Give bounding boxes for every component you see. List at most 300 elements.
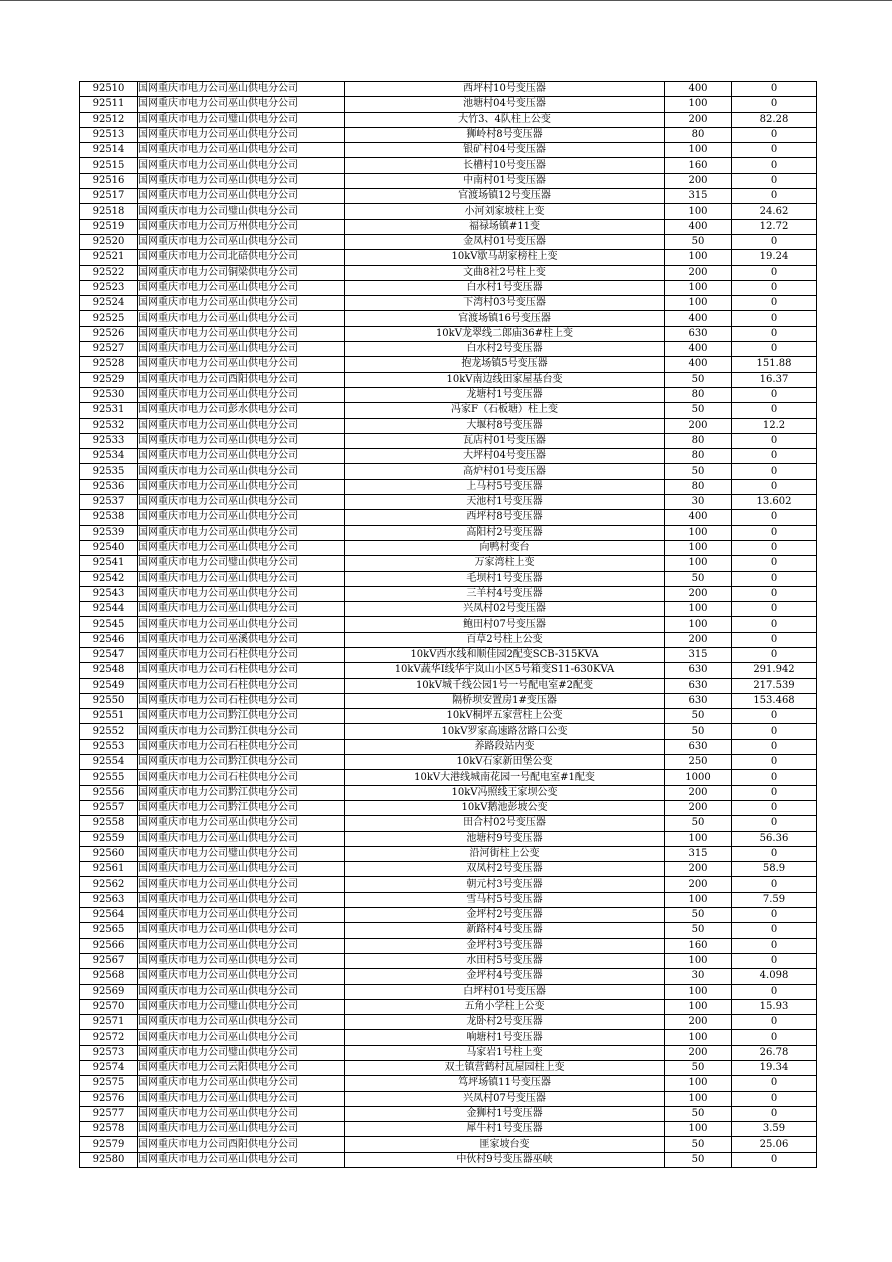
company-cell: 国网重庆市电力公司巫山供电分公司 (138, 189, 345, 204)
row-id-cell: 92533 (80, 433, 138, 448)
transformer-name-cell: 兴凤村07号变压器 (345, 1091, 665, 1106)
transformer-name-cell: 10kV南边线田家屋基台变 (345, 372, 665, 387)
company-cell: 国网重庆市电力公司石柱供电分公司 (138, 770, 345, 785)
transformer-name-cell: 10kV桐坪五家营柱上公变 (345, 709, 665, 724)
row-id-cell: 92567 (80, 953, 138, 968)
table-row (80, 938, 817, 953)
company-cell: 国网重庆市电力公司巫山供电分公司 (138, 877, 345, 892)
company-cell: 国网重庆市电力公司巫山供电分公司 (138, 1152, 345, 1167)
row-id-cell: 92544 (80, 602, 138, 617)
capacity-cell: 100 (665, 1091, 732, 1106)
table-row (80, 877, 817, 892)
capacity-cell: 400 (665, 219, 732, 234)
capacity-cell: 630 (665, 693, 732, 708)
table-row (80, 969, 817, 984)
value-cell: 0 (732, 755, 817, 770)
table-row (80, 418, 817, 433)
transformer-name-cell: 10kV冯照线王家坝公变 (345, 785, 665, 800)
capacity-cell: 630 (665, 326, 732, 341)
capacity-cell: 50 (665, 1137, 732, 1152)
transformer-name-cell: 三羊村4号变压器 (345, 586, 665, 601)
capacity-cell: 400 (665, 357, 732, 372)
transformer-name-cell: 金坪村3号变压器 (345, 938, 665, 953)
transformer-name-cell: 鲍田村07号变压器 (345, 617, 665, 632)
company-cell: 国网重庆市电力公司巫山供电分公司 (138, 816, 345, 831)
value-cell: 0 (732, 265, 817, 280)
company-cell: 国网重庆市电力公司黔江供电分公司 (138, 785, 345, 800)
transformer-name-cell: 抱龙场镇5号变压器 (345, 357, 665, 372)
table-row (80, 250, 817, 265)
value-cell: 217.539 (732, 678, 817, 693)
row-id-cell: 92566 (80, 938, 138, 953)
transformer-name-cell: 10kV龙翠线二郎庙36#柱上变 (345, 326, 665, 341)
capacity-cell: 100 (665, 831, 732, 846)
transformer-name-cell: 10kV歇马胡家榜柱上变 (345, 250, 665, 265)
transformer-name-cell: 长槽村10号变压器 (345, 158, 665, 173)
company-cell: 国网重庆市电力公司北碚供电分公司 (138, 250, 345, 265)
value-cell: 0 (732, 280, 817, 295)
value-cell: 0 (732, 173, 817, 188)
company-cell: 国网重庆市电力公司铜梁供电分公司 (138, 265, 345, 280)
table-row (80, 755, 817, 770)
row-id-cell: 92568 (80, 969, 138, 984)
value-cell: 0 (732, 1015, 817, 1030)
row-id-cell: 92556 (80, 785, 138, 800)
table-row (80, 449, 817, 464)
table-row (80, 97, 817, 112)
capacity-cell: 100 (665, 556, 732, 571)
row-id-cell: 92579 (80, 1137, 138, 1152)
row-id-cell: 92530 (80, 387, 138, 402)
row-id-cell: 92534 (80, 449, 138, 464)
transformer-name-cell: 西坪村8号变压器 (345, 510, 665, 525)
capacity-cell: 400 (665, 311, 732, 326)
row-id-cell: 92547 (80, 647, 138, 662)
capacity-cell: 200 (665, 632, 732, 647)
transformer-name-cell: 白坪村01号变压器 (345, 984, 665, 999)
company-cell: 国网重庆市电力公司巫山供电分公司 (138, 97, 345, 112)
company-cell: 国网重庆市电力公司万州供电分公司 (138, 219, 345, 234)
company-cell: 国网重庆市电力公司巫山供电分公司 (138, 984, 345, 999)
row-id-cell: 92570 (80, 999, 138, 1014)
company-cell: 国网重庆市电力公司云阳供电分公司 (138, 1061, 345, 1076)
transformer-name-cell: 金凤村01号变压器 (345, 234, 665, 249)
table-row (80, 663, 817, 678)
company-cell: 国网重庆市电力公司巫山供电分公司 (138, 892, 345, 907)
capacity-cell: 400 (665, 82, 732, 97)
table-row (80, 678, 817, 693)
row-id-cell: 92522 (80, 265, 138, 280)
company-cell: 国网重庆市电力公司石柱供电分公司 (138, 678, 345, 693)
transformer-name-cell: 龙塘村1号变压器 (345, 387, 665, 402)
value-cell: 26.78 (732, 1045, 817, 1060)
table-row (80, 82, 817, 97)
row-id-cell: 92553 (80, 739, 138, 754)
row-id-cell: 92578 (80, 1122, 138, 1137)
company-cell: 国网重庆市电力公司巫山供电分公司 (138, 464, 345, 479)
table-row (80, 693, 817, 708)
capacity-cell: 100 (665, 296, 732, 311)
table-row (80, 1045, 817, 1060)
row-id-cell: 92560 (80, 846, 138, 861)
table-row (80, 372, 817, 387)
capacity-cell: 50 (665, 1061, 732, 1076)
capacity-cell: 200 (665, 862, 732, 877)
capacity-cell: 50 (665, 1106, 732, 1121)
row-id-cell: 92575 (80, 1076, 138, 1091)
capacity-cell: 100 (665, 280, 732, 295)
transformer-name-cell: 高阳村2号变压器 (345, 525, 665, 540)
company-cell: 国网重庆市电力公司巫山供电分公司 (138, 143, 345, 158)
table-row (80, 999, 817, 1014)
company-cell: 国网重庆市电力公司彭水供电分公司 (138, 403, 345, 418)
transformer-name-cell: 金坪村4号变压器 (345, 969, 665, 984)
transformer-name-cell: 隔桥坝安置房1#变压器 (345, 693, 665, 708)
row-id-cell: 92551 (80, 709, 138, 724)
value-cell: 0 (732, 234, 817, 249)
table-row (80, 846, 817, 861)
company-cell: 国网重庆市电力公司巫山供电分公司 (138, 449, 345, 464)
transformer-name-cell: 双土镇营鹤村瓦屋园柱上变 (345, 1061, 665, 1076)
company-cell: 国网重庆市电力公司巫山供电分公司 (138, 357, 345, 372)
row-id-cell: 92524 (80, 296, 138, 311)
capacity-cell: 50 (665, 372, 732, 387)
transformer-name-cell: 大竹3、4队柱上公变 (345, 112, 665, 127)
value-cell: 0 (732, 647, 817, 662)
value-cell: 0 (732, 326, 817, 341)
transformer-name-cell: 毛坝村1号变压器 (345, 571, 665, 586)
value-cell: 0 (732, 617, 817, 632)
table-row (80, 785, 817, 800)
row-id-cell: 92569 (80, 984, 138, 999)
table-row (80, 1122, 817, 1137)
row-id-cell: 92549 (80, 678, 138, 693)
capacity-cell: 100 (665, 999, 732, 1014)
value-cell: 0 (732, 433, 817, 448)
table-row (80, 602, 817, 617)
company-cell: 国网重庆市电力公司巫山供电分公司 (138, 923, 345, 938)
capacity-cell: 400 (665, 342, 732, 357)
value-cell: 0 (732, 1030, 817, 1045)
table-row (80, 647, 817, 662)
table-row (80, 112, 817, 127)
value-cell: 0 (732, 632, 817, 647)
capacity-cell: 200 (665, 586, 732, 601)
table-row (80, 1091, 817, 1106)
table-row (80, 908, 817, 923)
company-cell: 国网重庆市电力公司巫山供电分公司 (138, 173, 345, 188)
table-row (80, 189, 817, 204)
capacity-cell: 80 (665, 433, 732, 448)
capacity-cell: 630 (665, 663, 732, 678)
row-id-cell: 92555 (80, 770, 138, 785)
company-cell: 国网重庆市电力公司巫山供电分公司 (138, 311, 345, 326)
transformer-name-cell: 狮岭村8号变压器 (345, 127, 665, 142)
company-cell: 国网重庆市电力公司石柱供电分公司 (138, 693, 345, 708)
transformer-name-cell: 上马村5号变压器 (345, 479, 665, 494)
value-cell: 153.468 (732, 693, 817, 708)
row-id-cell: 92574 (80, 1061, 138, 1076)
capacity-cell: 100 (665, 143, 732, 158)
company-cell: 国网重庆市电力公司巫山供电分公司 (138, 1106, 345, 1121)
table-row (80, 433, 817, 448)
row-id-cell: 92511 (80, 97, 138, 112)
company-cell: 国网重庆市电力公司石柱供电分公司 (138, 663, 345, 678)
row-id-cell: 92520 (80, 234, 138, 249)
row-id-cell: 92545 (80, 617, 138, 632)
transformer-name-cell: 朝元村3号变压器 (345, 877, 665, 892)
table-row (80, 219, 817, 234)
table-row (80, 495, 817, 510)
company-cell: 国网重庆市电力公司巫山供电分公司 (138, 1076, 345, 1091)
table-row (80, 770, 817, 785)
table-row (80, 479, 817, 494)
table-row (80, 739, 817, 754)
company-cell: 国网重庆市电力公司酉阳供电分公司 (138, 372, 345, 387)
value-cell: 24.62 (732, 204, 817, 219)
table-row (80, 326, 817, 341)
transformer-name-cell: 高炉村01号变压器 (345, 464, 665, 479)
row-id-cell: 92557 (80, 800, 138, 815)
table-row (80, 204, 817, 219)
value-cell: 56.36 (732, 831, 817, 846)
row-id-cell: 92552 (80, 724, 138, 739)
transformer-name-cell: 匪家坡台变 (345, 1137, 665, 1152)
value-cell: 0 (732, 82, 817, 97)
table-row (80, 923, 817, 938)
transformer-name-cell: 福禄场镇#11变 (345, 219, 665, 234)
row-id-cell: 92535 (80, 464, 138, 479)
page-top-rule (0, 0, 892, 1)
row-id-cell: 92558 (80, 816, 138, 831)
transformer-name-cell: 百草2号柱上公变 (345, 632, 665, 647)
table-row (80, 127, 817, 142)
capacity-cell: 100 (665, 1122, 732, 1137)
transformer-name-cell: 瓦店村01号变压器 (345, 433, 665, 448)
transformer-name-cell: 兴凤村02号变压器 (345, 602, 665, 617)
value-cell: 0 (732, 770, 817, 785)
capacity-cell: 50 (665, 464, 732, 479)
company-cell: 国网重庆市电力公司巫山供电分公司 (138, 540, 345, 555)
capacity-cell: 100 (665, 97, 732, 112)
transformer-name-cell: 10kV城千线公园1号一号配电室#2配变 (345, 678, 665, 693)
value-cell: 0 (732, 127, 817, 142)
table-row (80, 525, 817, 540)
row-id-cell: 92518 (80, 204, 138, 219)
transformer-name-cell: 中伙村9号变压器巫峡 (345, 1152, 665, 1167)
capacity-cell: 50 (665, 234, 732, 249)
company-cell: 国网重庆市电力公司巫山供电分公司 (138, 433, 345, 448)
transformer-name-cell: 10kV大港线城南花园一号配电室#1配变 (345, 770, 665, 785)
capacity-cell: 80 (665, 449, 732, 464)
transformer-name-cell: 10kV石家新田堡公变 (345, 755, 665, 770)
value-cell: 0 (732, 586, 817, 601)
capacity-cell: 50 (665, 571, 732, 586)
transformer-name-cell: 犀牛村1号变压器 (345, 1122, 665, 1137)
company-cell: 国网重庆市电力公司巫山供电分公司 (138, 479, 345, 494)
company-cell: 国网重庆市电力公司巫山供电分公司 (138, 127, 345, 142)
row-id-cell: 92573 (80, 1045, 138, 1060)
company-cell: 国网重庆市电力公司巫山供电分公司 (138, 1122, 345, 1137)
value-cell: 0 (732, 571, 817, 586)
capacity-cell: 100 (665, 250, 732, 265)
table-row (80, 387, 817, 402)
row-id-cell: 92561 (80, 862, 138, 877)
transformer-name-cell: 响塘村1号变压器 (345, 1030, 665, 1045)
table-row (80, 816, 817, 831)
value-cell: 0 (732, 403, 817, 418)
table-row (80, 984, 817, 999)
value-cell: 0 (732, 1091, 817, 1106)
transformer-name-cell: 10kV罗家高速路岔路口公变 (345, 724, 665, 739)
table-row (80, 265, 817, 280)
row-id-cell: 92529 (80, 372, 138, 387)
capacity-cell: 100 (665, 617, 732, 632)
capacity-cell: 200 (665, 877, 732, 892)
table-row (80, 892, 817, 907)
company-cell: 国网重庆市电力公司黔江供电分公司 (138, 709, 345, 724)
row-id-cell: 92517 (80, 189, 138, 204)
company-cell: 国网重庆市电力公司巫山供电分公司 (138, 234, 345, 249)
transformer-name-cell: 大堰村8号变压器 (345, 418, 665, 433)
value-cell: 0 (732, 709, 817, 724)
row-id-cell: 92531 (80, 403, 138, 418)
transformer-name-cell: 五角小学柱上公变 (345, 999, 665, 1014)
table-row (80, 617, 817, 632)
value-cell: 0 (732, 479, 817, 494)
transformer-name-cell: 10kV蔬华Ⅰ线华宇岚山小区5号箱变S11-630KVA (345, 663, 665, 678)
row-id-cell: 92523 (80, 280, 138, 295)
company-cell: 国网重庆市电力公司黔江供电分公司 (138, 724, 345, 739)
transformer-name-cell: 田合村02号变压器 (345, 816, 665, 831)
value-cell: 0 (732, 1106, 817, 1121)
company-cell: 国网重庆市电力公司巫山供电分公司 (138, 82, 345, 97)
company-cell: 国网重庆市电力公司璧山供电分公司 (138, 1045, 345, 1060)
capacity-cell: 50 (665, 816, 732, 831)
value-cell: 7.59 (732, 892, 817, 907)
company-cell: 国网重庆市电力公司巫山供电分公司 (138, 602, 345, 617)
capacity-cell: 200 (665, 1045, 732, 1060)
company-cell: 国网重庆市电力公司巫山供电分公司 (138, 495, 345, 510)
value-cell: 19.34 (732, 1061, 817, 1076)
transformer-name-cell: 冯家F（石板塘）柱上变 (345, 403, 665, 418)
company-cell: 国网重庆市电力公司璧山供电分公司 (138, 846, 345, 861)
table-row (80, 724, 817, 739)
row-id-cell: 92536 (80, 479, 138, 494)
value-cell: 0 (732, 143, 817, 158)
transformer-name-cell: 雪马村5号变压器 (345, 892, 665, 907)
row-id-cell: 92541 (80, 556, 138, 571)
row-id-cell: 92526 (80, 326, 138, 341)
company-cell: 国网重庆市电力公司巫山供电分公司 (138, 571, 345, 586)
row-id-cell: 92513 (80, 127, 138, 142)
transformer-name-cell: 万家湾柱上变 (345, 556, 665, 571)
company-cell: 国网重庆市电力公司巫山供电分公司 (138, 586, 345, 601)
value-cell: 0 (732, 1076, 817, 1091)
row-id-cell: 92527 (80, 342, 138, 357)
row-id-cell: 92542 (80, 571, 138, 586)
company-cell: 国网重庆市电力公司石柱供电分公司 (138, 647, 345, 662)
row-id-cell: 92550 (80, 693, 138, 708)
value-cell: 0 (732, 923, 817, 938)
company-cell: 国网重庆市电力公司巫山供电分公司 (138, 296, 345, 311)
row-id-cell: 92577 (80, 1106, 138, 1121)
row-id-cell: 92576 (80, 1091, 138, 1106)
value-cell: 3.59 (732, 1122, 817, 1137)
table-row (80, 1152, 817, 1167)
table-row (80, 571, 817, 586)
capacity-cell: 50 (665, 923, 732, 938)
value-cell: 0 (732, 816, 817, 831)
row-id-cell: 92537 (80, 495, 138, 510)
value-cell: 151.88 (732, 357, 817, 372)
transformer-name-cell: 中南村01号变压器 (345, 173, 665, 188)
value-cell: 0 (732, 158, 817, 173)
transformer-name-cell: 西坪村10号变压器 (345, 82, 665, 97)
transformer-name-cell: 水田村5号变压器 (345, 953, 665, 968)
row-id-cell: 92510 (80, 82, 138, 97)
transformer-name-cell: 养路段站内变 (345, 739, 665, 754)
capacity-cell: 630 (665, 678, 732, 693)
value-cell: 0 (732, 342, 817, 357)
capacity-cell: 160 (665, 158, 732, 173)
value-cell: 82.28 (732, 112, 817, 127)
capacity-cell: 100 (665, 204, 732, 219)
company-cell: 国网重庆市电力公司巫山供电分公司 (138, 1030, 345, 1045)
company-cell: 国网重庆市电力公司巫溪供电分公司 (138, 632, 345, 647)
table-row (80, 1106, 817, 1121)
table-row (80, 342, 817, 357)
value-cell: 0 (732, 556, 817, 571)
value-cell: 291.942 (732, 663, 817, 678)
company-cell: 国网重庆市电力公司巫山供电分公司 (138, 418, 345, 433)
transformer-name-cell: 文曲8社2号柱上变 (345, 265, 665, 280)
company-cell: 国网重庆市电力公司璧山供电分公司 (138, 999, 345, 1014)
capacity-cell: 100 (665, 1076, 732, 1091)
transformer-name-cell: 笃坪场镇11号变压器 (345, 1076, 665, 1091)
capacity-cell: 100 (665, 984, 732, 999)
value-cell: 12.72 (732, 219, 817, 234)
capacity-cell: 315 (665, 647, 732, 662)
row-id-cell: 92528 (80, 357, 138, 372)
capacity-cell: 315 (665, 189, 732, 204)
transformer-name-cell: 双凤村2号变压器 (345, 862, 665, 877)
table-row (80, 632, 817, 647)
company-cell: 国网重庆市电力公司巫山供电分公司 (138, 831, 345, 846)
transformer-name-cell: 官渡场镇12号变压器 (345, 189, 665, 204)
row-id-cell: 92540 (80, 540, 138, 555)
value-cell: 0 (732, 1152, 817, 1167)
capacity-cell: 400 (665, 510, 732, 525)
transformer-name-cell: 大坪村04号变压器 (345, 449, 665, 464)
company-cell: 国网重庆市电力公司巫山供电分公司 (138, 938, 345, 953)
capacity-cell: 200 (665, 800, 732, 815)
row-id-cell: 92559 (80, 831, 138, 846)
capacity-cell: 30 (665, 969, 732, 984)
table-row (80, 709, 817, 724)
table-row (80, 1015, 817, 1030)
table-row (80, 234, 817, 249)
row-id-cell: 92571 (80, 1015, 138, 1030)
capacity-cell: 200 (665, 112, 732, 127)
value-cell: 0 (732, 785, 817, 800)
value-cell: 0 (732, 846, 817, 861)
capacity-cell: 100 (665, 892, 732, 907)
row-id-cell: 92515 (80, 158, 138, 173)
row-id-cell: 92580 (80, 1152, 138, 1167)
table-row (80, 464, 817, 479)
value-cell: 19.24 (732, 250, 817, 265)
